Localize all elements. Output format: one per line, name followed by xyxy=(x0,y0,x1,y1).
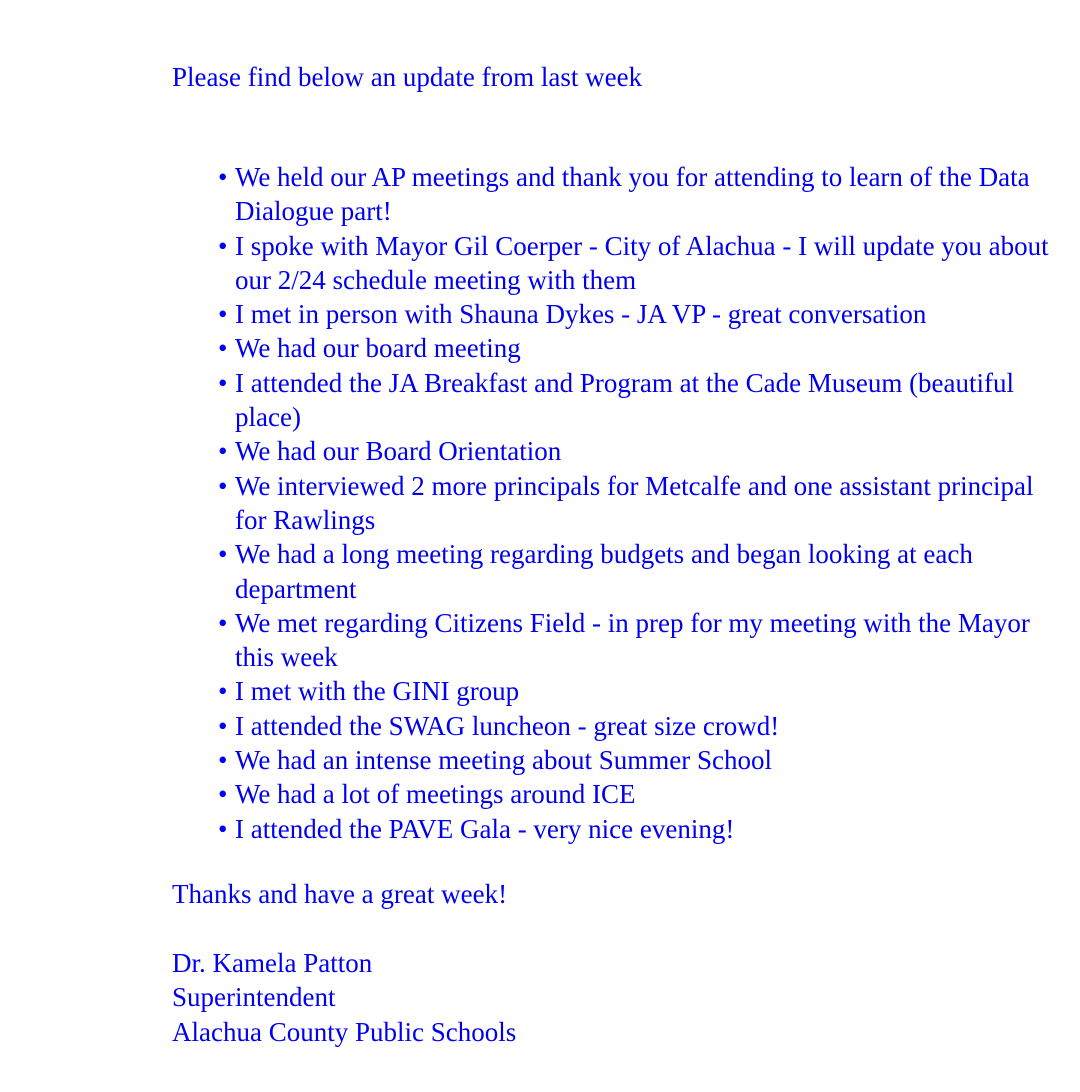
email-body xyxy=(172,60,1052,1049)
list-item xyxy=(218,777,1050,811)
bullet-icon: • xyxy=(218,436,228,467)
bullet-icon: • xyxy=(218,333,228,364)
bullet-icon: • xyxy=(218,607,228,638)
bullet-icon: • xyxy=(218,539,228,570)
list-item xyxy=(218,229,1050,298)
list-item xyxy=(218,743,1050,777)
bullet-icon: • xyxy=(218,162,228,192)
list-item-text: We had a lot of meetings around ICE xyxy=(235,779,636,810)
bullet-icon: • xyxy=(218,779,228,810)
list-item-text: I met in person with Shauna Dykes - JA VP - great conversation xyxy=(235,299,927,330)
list-item-text: We had our board meeting xyxy=(235,333,521,364)
list-item xyxy=(218,709,1050,743)
list-item-text: We had an intense meeting about Summer School xyxy=(235,745,772,776)
list-item-text: We had our Board Orientation xyxy=(235,436,562,467)
list-item-text: I attended the PAVE Gala - very nice evening! xyxy=(235,813,735,844)
bullet-icon: • xyxy=(218,676,228,707)
signature-organization: Alachua County Public Schools xyxy=(172,1016,517,1047)
list-item xyxy=(218,366,1050,435)
signature-name: Dr. Kamela Patton xyxy=(172,947,373,978)
bullet-icon: • xyxy=(218,745,228,776)
list-item xyxy=(218,674,1050,708)
list-item-text: We held our AP meetings and thank you for attending to learn of the Data Dialogue part! xyxy=(235,162,1030,227)
update-list xyxy=(172,160,1052,846)
bullet-icon: • xyxy=(218,367,228,398)
signature-title: Superintendent xyxy=(172,982,336,1013)
list-item xyxy=(218,812,1050,846)
list-item-text: We interviewed 2 more principals for Metcalfe and one assistant principal for Rawlings xyxy=(235,470,1034,535)
list-item-text: We had a long meeting regarding budgets and began looking at each department xyxy=(235,539,973,604)
list-item xyxy=(218,606,1050,675)
list-item xyxy=(218,434,1050,468)
bullet-icon: • xyxy=(218,230,228,261)
list-item-text: I met with the GINI group xyxy=(235,676,520,707)
list-item xyxy=(218,160,1050,229)
intro-text: Please find below an update from last week xyxy=(172,62,643,92)
list-item-text: I spoke with Mayor Gil Coerper - City of Alachua - I will update you about our 2/24 schedule meeting with them xyxy=(235,230,1049,295)
list-item-text: I attended the JA Breakfast and Program at the Cade Museum (beautiful place) xyxy=(235,367,1015,433)
closing-text: Thanks and have a great week! xyxy=(172,878,508,909)
list-item xyxy=(218,469,1050,538)
list-item xyxy=(218,331,1050,365)
bullet-icon: • xyxy=(218,470,228,501)
signature-block xyxy=(172,946,1052,1049)
list-item xyxy=(218,537,1050,606)
bullet-icon: • xyxy=(218,299,228,330)
list-item xyxy=(218,297,1050,331)
bullet-icon: • xyxy=(218,710,228,741)
bullet-icon: • xyxy=(218,813,228,844)
list-item-text: I attended the SWAG luncheon - great size crowd! xyxy=(235,710,780,741)
list-item-text: We met regarding Citizens Field - in prep for my meeting with the Mayor this week xyxy=(235,607,1030,673)
